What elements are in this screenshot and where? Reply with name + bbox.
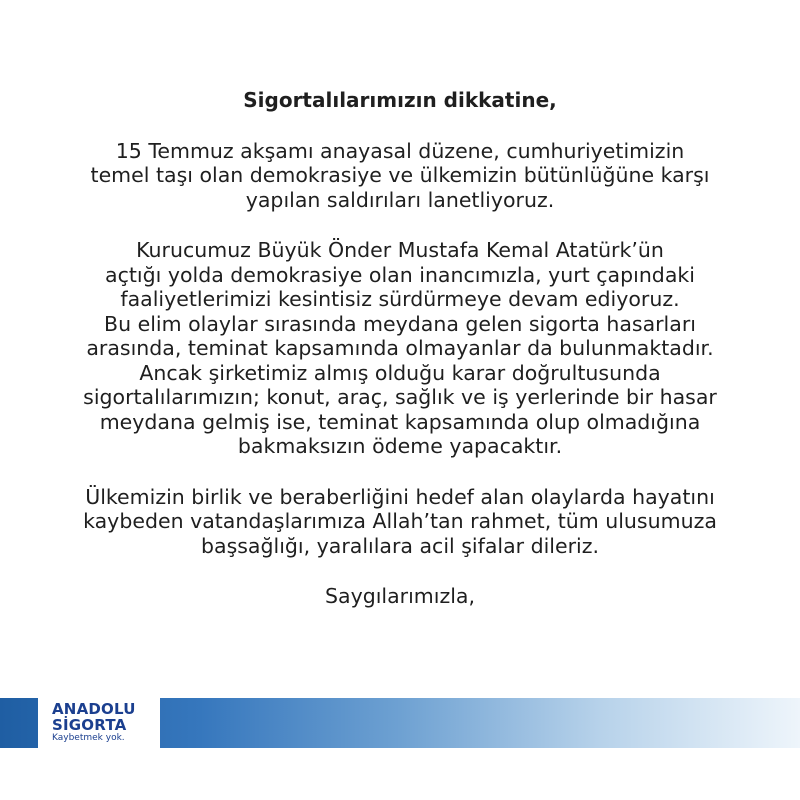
text-line: kaybeden vatandaşlarımıza Allah’tan rahmet, tüm ulusumuza bbox=[83, 509, 717, 533]
logo-wordmark bbox=[52, 701, 136, 733]
text-line: başsağlığı, yaralılara acil şifalar dileriz. bbox=[201, 533, 599, 558]
logo-tagline: Kaybetmek yok. bbox=[52, 733, 125, 743]
text-line: faaliyetlerimizi kesintisiz sürdürmeye devam ediyoruz. bbox=[120, 287, 680, 311]
paragraph-2 bbox=[30, 238, 770, 459]
text-line: Ülkemizin birlik ve beraberliğini hedef alan olaylarda hayatını bbox=[85, 484, 715, 509]
text-line: bakmaksızın ödeme yapacaktır. bbox=[237, 434, 563, 458]
logo-line-1: ANADOLU bbox=[52, 700, 136, 718]
text-line: meydana gelmiş ise, teminat kapsamında olup olmadığına bbox=[99, 409, 701, 434]
text-line: Ancak şirketimiz almış olduğu karar doğrultusunda bbox=[139, 360, 661, 385]
text-line: sigortalılarımızın; konut, araç, sağlık ve iş yerlerinde bir hasar bbox=[83, 385, 717, 409]
logo-line-2: SİGORTA bbox=[52, 716, 127, 734]
text-line: açtığı yolda demokrasiye olan inancımızla, yurt çapındaki bbox=[105, 262, 695, 287]
text-line: arasında, teminat kapsamında olmayanlar da bulunmaktadır. bbox=[86, 336, 714, 360]
text-line: Bu elim olaylar sırasında meydana gelen sigorta hasarları bbox=[104, 311, 696, 336]
paragraph-1 bbox=[30, 139, 770, 213]
closing: Saygılarımızla, bbox=[325, 584, 475, 608]
letter-body bbox=[30, 88, 770, 609]
text-line: 15 Temmuz akşamı anayasal düzene, cumhuriyetimizin bbox=[115, 138, 685, 163]
text-line: temel taşı olan demokrasiye ve ülkemizin bütünlüğüne karşı bbox=[90, 163, 710, 187]
company-logo bbox=[38, 695, 160, 751]
text-line: Kurucumuz Büyük Önder Mustafa Kemal Atatürk’ün bbox=[136, 238, 664, 262]
paragraph-3 bbox=[30, 485, 770, 559]
greeting: Sigortalılarımızın dikkatine, bbox=[243, 88, 557, 112]
text-line: yapılan saldırıları lanetliyoruz. bbox=[245, 187, 555, 212]
